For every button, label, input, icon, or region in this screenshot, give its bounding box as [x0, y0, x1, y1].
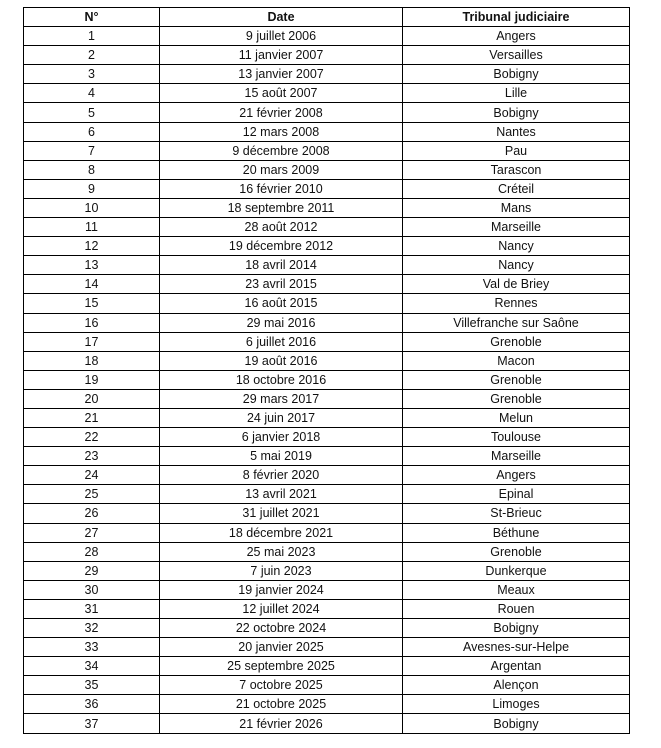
cell-date: 16 février 2010	[160, 179, 403, 198]
cell-date: 21 février 2026	[160, 714, 403, 733]
cell-number: 22	[24, 428, 160, 447]
cell-tribunal: Limoges	[403, 695, 630, 714]
cell-tribunal: Mans	[403, 198, 630, 217]
cell-number: 23	[24, 447, 160, 466]
cell-date: 8 février 2020	[160, 466, 403, 485]
table-row	[24, 275, 630, 294]
table-row	[24, 408, 630, 427]
cell-tribunal: Grenoble	[403, 389, 630, 408]
cell-tribunal: St-Brieuc	[403, 504, 630, 523]
cell-number: 35	[24, 676, 160, 695]
cell-tribunal: Rouen	[403, 599, 630, 618]
cell-date: 16 août 2015	[160, 294, 403, 313]
cell-number: 25	[24, 485, 160, 504]
table-row	[24, 179, 630, 198]
cell-number: 6	[24, 122, 160, 141]
cell-tribunal: Grenoble	[403, 332, 630, 351]
cell-tribunal: Marseille	[403, 218, 630, 237]
cell-date: 18 septembre 2011	[160, 198, 403, 217]
header-date: Date	[160, 8, 403, 27]
table-row	[24, 695, 630, 714]
cell-date: 31 juillet 2021	[160, 504, 403, 523]
cell-date: 6 juillet 2016	[160, 332, 403, 351]
cell-date: 25 mai 2023	[160, 542, 403, 561]
table-row	[24, 84, 630, 103]
table-row	[24, 294, 630, 313]
table-row	[24, 542, 630, 561]
table-row	[24, 599, 630, 618]
cell-tribunal: Rennes	[403, 294, 630, 313]
cell-number: 12	[24, 237, 160, 256]
cell-date: 18 avril 2014	[160, 256, 403, 275]
cell-tribunal: Avesnes-sur-Helpe	[403, 638, 630, 657]
table-row	[24, 580, 630, 599]
cell-number: 1	[24, 27, 160, 46]
cell-number: 10	[24, 198, 160, 217]
cell-tribunal: Grenoble	[403, 370, 630, 389]
cell-tribunal: Nancy	[403, 237, 630, 256]
cell-number: 36	[24, 695, 160, 714]
cell-number: 34	[24, 657, 160, 676]
table-row	[24, 466, 630, 485]
cell-date: 12 mars 2008	[160, 122, 403, 141]
cell-tribunal: Meaux	[403, 580, 630, 599]
cell-number: 30	[24, 580, 160, 599]
cell-tribunal: Villefranche sur Saône	[403, 313, 630, 332]
cell-number: 17	[24, 332, 160, 351]
cell-tribunal: Nancy	[403, 256, 630, 275]
cell-date: 21 février 2008	[160, 103, 403, 122]
cell-date: 6 janvier 2018	[160, 428, 403, 447]
cell-tribunal: Grenoble	[403, 542, 630, 561]
cell-tribunal: Alençon	[403, 676, 630, 695]
cell-date: 19 janvier 2024	[160, 580, 403, 599]
cell-number: 11	[24, 218, 160, 237]
cell-tribunal: Angers	[403, 466, 630, 485]
cell-tribunal: Béthune	[403, 523, 630, 542]
table-row	[24, 198, 630, 217]
table-row	[24, 218, 630, 237]
table-row	[24, 619, 630, 638]
table-row	[24, 447, 630, 466]
table-row	[24, 638, 630, 657]
cell-date: 9 juillet 2006	[160, 27, 403, 46]
cell-number: 3	[24, 65, 160, 84]
header-row	[24, 8, 630, 27]
cell-tribunal: Angers	[403, 27, 630, 46]
cell-tribunal: Macon	[403, 351, 630, 370]
cell-date: 7 juin 2023	[160, 561, 403, 580]
cell-tribunal: Marseille	[403, 447, 630, 466]
cell-tribunal: Melun	[403, 408, 630, 427]
table-row	[24, 523, 630, 542]
table-row	[24, 428, 630, 447]
cell-number: 13	[24, 256, 160, 275]
cell-tribunal: Bobigny	[403, 103, 630, 122]
cell-tribunal: Bobigny	[403, 619, 630, 638]
cell-tribunal: Toulouse	[403, 428, 630, 447]
table-row	[24, 332, 630, 351]
cell-date: 21 octobre 2025	[160, 695, 403, 714]
cell-date: 23 avril 2015	[160, 275, 403, 294]
cell-date: 29 mars 2017	[160, 389, 403, 408]
cell-date: 25 septembre 2025	[160, 657, 403, 676]
cell-date: 15 août 2007	[160, 84, 403, 103]
cell-number: 16	[24, 313, 160, 332]
cell-number: 14	[24, 275, 160, 294]
cell-number: 24	[24, 466, 160, 485]
cell-tribunal: Versailles	[403, 46, 630, 65]
cell-date: 20 mars 2009	[160, 160, 403, 179]
cell-tribunal: Argentan	[403, 657, 630, 676]
table-row	[24, 103, 630, 122]
table-row	[24, 389, 630, 408]
cell-tribunal: Lille	[403, 84, 630, 103]
cell-number: 29	[24, 561, 160, 580]
table-row	[24, 160, 630, 179]
cell-number: 31	[24, 599, 160, 618]
cell-number: 9	[24, 179, 160, 198]
table-row	[24, 46, 630, 65]
cell-date: 13 janvier 2007	[160, 65, 403, 84]
cell-number: 18	[24, 351, 160, 370]
cell-date: 9 décembre 2008	[160, 141, 403, 160]
cell-tribunal: Bobigny	[403, 65, 630, 84]
cell-number: 19	[24, 370, 160, 389]
cell-date: 29 mai 2016	[160, 313, 403, 332]
table-row	[24, 504, 630, 523]
table-row	[24, 256, 630, 275]
cell-tribunal: Epinal	[403, 485, 630, 504]
table-row	[24, 561, 630, 580]
table-row	[24, 351, 630, 370]
cell-date: 7 octobre 2025	[160, 676, 403, 695]
cell-number: 20	[24, 389, 160, 408]
table-row	[24, 237, 630, 256]
cell-number: 15	[24, 294, 160, 313]
cell-date: 19 décembre 2012	[160, 237, 403, 256]
cell-tribunal: Créteil	[403, 179, 630, 198]
table-row	[24, 676, 630, 695]
cell-date: 24 juin 2017	[160, 408, 403, 427]
table-row	[24, 485, 630, 504]
table-row	[24, 141, 630, 160]
table-body	[24, 27, 630, 733]
cell-date: 13 avril 2021	[160, 485, 403, 504]
tribunal-table	[23, 7, 630, 734]
cell-tribunal: Pau	[403, 141, 630, 160]
header-number: N°	[24, 8, 160, 27]
cell-number: 37	[24, 714, 160, 733]
cell-date: 19 août 2016	[160, 351, 403, 370]
table-row	[24, 370, 630, 389]
cell-number: 8	[24, 160, 160, 179]
cell-tribunal: Dunkerque	[403, 561, 630, 580]
cell-tribunal: Val de Briey	[403, 275, 630, 294]
cell-date: 28 août 2012	[160, 218, 403, 237]
table-row	[24, 122, 630, 141]
cell-date: 5 mai 2019	[160, 447, 403, 466]
cell-date: 22 octobre 2024	[160, 619, 403, 638]
cell-tribunal: Tarascon	[403, 160, 630, 179]
table-row	[24, 65, 630, 84]
cell-number: 5	[24, 103, 160, 122]
cell-date: 12 juillet 2024	[160, 599, 403, 618]
cell-number: 33	[24, 638, 160, 657]
cell-date: 11 janvier 2007	[160, 46, 403, 65]
cell-tribunal: Bobigny	[403, 714, 630, 733]
cell-number: 21	[24, 408, 160, 427]
table-row	[24, 714, 630, 733]
cell-date: 20 janvier 2025	[160, 638, 403, 657]
cell-number: 26	[24, 504, 160, 523]
cell-date: 18 décembre 2021	[160, 523, 403, 542]
table-row	[24, 657, 630, 676]
cell-number: 27	[24, 523, 160, 542]
table-row	[24, 27, 630, 46]
header-tribunal: Tribunal judiciaire	[403, 8, 630, 27]
table-row	[24, 313, 630, 332]
cell-number: 28	[24, 542, 160, 561]
cell-number: 2	[24, 46, 160, 65]
cell-tribunal: Nantes	[403, 122, 630, 141]
cell-number: 32	[24, 619, 160, 638]
cell-number: 7	[24, 141, 160, 160]
cell-date: 18 octobre 2016	[160, 370, 403, 389]
cell-number: 4	[24, 84, 160, 103]
